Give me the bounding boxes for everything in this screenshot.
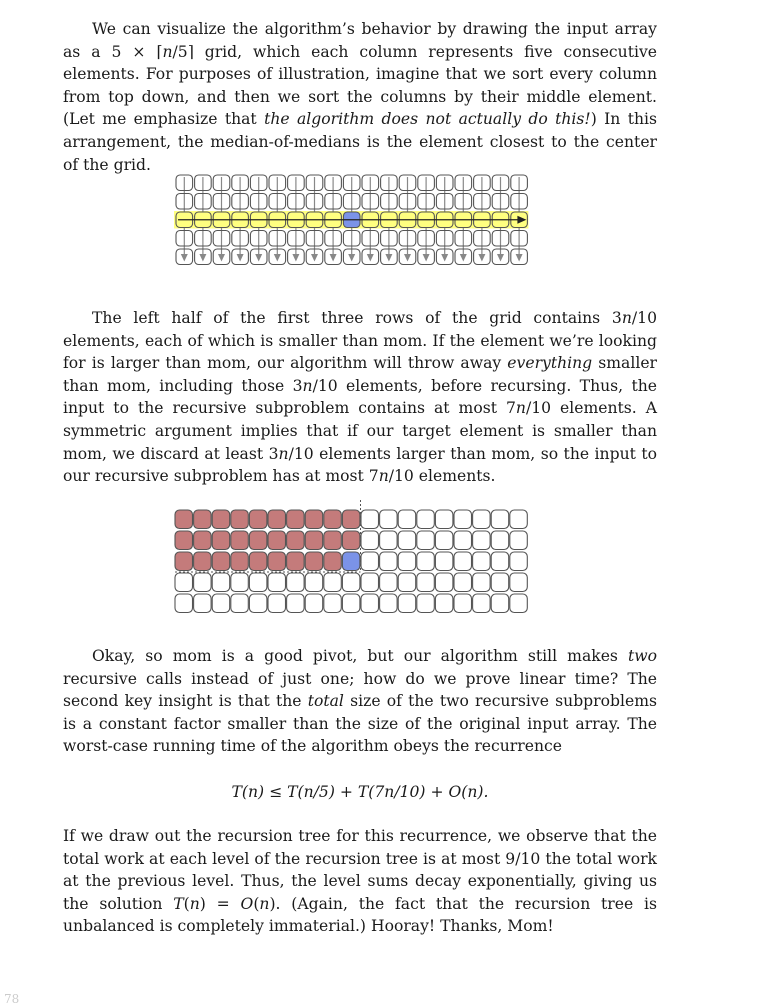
grid-cell [342,594,360,613]
discarded-cell [231,510,249,529]
grid-cell [491,531,509,550]
grid-cell [380,594,398,613]
grid-cell [268,594,286,613]
grid-cell [342,573,360,592]
grid-cell [194,573,212,592]
grid-cell [417,573,435,592]
grid-cell [510,531,528,550]
grid-cell [324,594,342,613]
grid-cell [231,573,249,592]
grid-cell [249,573,267,592]
grid-cell [249,594,267,613]
column-arrow-head [385,254,392,262]
grid-cell [454,573,472,592]
discarded-cell [249,510,267,529]
grid-cell [287,594,305,613]
discarded-cell [324,552,342,571]
discarded-cell [287,510,305,529]
discarded-cell [212,531,230,550]
discarded-cell [231,531,249,550]
grid-cell [435,531,453,550]
grid-cell [473,573,491,592]
discarded-cell [268,531,286,550]
column-arrow-head [460,254,467,262]
grid-cell [212,573,230,592]
column-arrow-head [478,254,485,262]
discarded-cell [342,510,360,529]
grid-cell [491,594,509,613]
grid-cell [398,510,416,529]
column-arrow-head [237,254,244,262]
paragraph-1: We can visualize the algorithm’s behavior by drawing the input array as a 5 × ⌈n/5⌉ grid, which each column represents five consecutive elements. For purposes of illustration, imagine that we sort every column from top down, and then we sort the columns by their middle element. (Let me emphasize that the algorithm does not actually do this!) In this arrangement, the median-of-medians is the element closest to the center of the grid. [63,20,658,174]
column-arrow-head [367,254,374,262]
grid-cell [510,510,528,529]
grid-cell [212,594,230,613]
median-cell [342,552,360,571]
column-arrow-head [497,254,504,262]
grid-cell [175,594,193,613]
grid-cell [454,531,472,550]
grid-cell [380,573,398,592]
discarded-cell [342,531,360,550]
grid-cell [473,552,491,571]
grid-cell [417,594,435,613]
discarded-cell [231,552,249,571]
discarded-cell [194,552,212,571]
column-arrow-head [199,254,206,262]
grid-cell [361,594,379,613]
paragraph-2: The left half of the first three rows of the grid contains 3n/10 elements, each of which is smaller than mom. If the element we’re looking for is larger than mom, our algorithm will throw away everything smaller than mom, including those 3n/10 elements, before recursing. Thus, the input to the recursive subproblem contains at most 7n/10 elements. A symmetric argument implies that if our target element is smaller than mom, we discard at least 3n/10 elements larger than mom, so the input to our recursive subproblem has at most 7n/10 elements. [63,309,658,486]
grid-cell [454,510,472,529]
discarded-cell [324,531,342,550]
discarded-cell [305,510,323,529]
grid-cell [361,531,379,550]
column-arrow-head [255,254,262,262]
discarded-cell [268,552,286,571]
discarded-cell [287,552,305,571]
page-number: 78 [4,992,20,1006]
discarded-cell [305,531,323,550]
grid-cell [231,594,249,613]
discarded-cell [175,531,193,550]
figure-sorted-grid [173,172,551,284]
grid-cell [398,573,416,592]
discarded-cell [194,531,212,550]
grid-cell [175,573,193,592]
discarded-cell [305,552,323,571]
grid-cell [491,573,509,592]
grid-cell [361,552,379,571]
grid-cell [435,510,453,529]
grid-cell [287,573,305,592]
grid-cell [473,531,491,550]
column-arrow-head [181,254,188,262]
column-arrow-head [516,254,523,262]
recurrence-equation: T(n) ≤ T(n/5) + T(7n/10) + O(n). [231,783,489,801]
grid-cell [454,552,472,571]
grid-cell [417,552,435,571]
grid-cell [268,573,286,592]
grid-cell [473,594,491,613]
column-arrow-head [423,254,430,262]
grid-cell [417,510,435,529]
discarded-cell [287,531,305,550]
grid-cell [305,573,323,592]
grid-cell [435,594,453,613]
grid-cell [194,594,212,613]
grid-cell [361,510,379,529]
grid-cell [491,552,509,571]
discarded-cell [268,510,286,529]
discarded-cell [194,510,212,529]
discarded-cell [175,510,193,529]
column-arrow-head [311,254,318,262]
grid-cell [380,510,398,529]
column-arrow-head [218,254,225,262]
discarded-cell [249,531,267,550]
grid-cell [510,552,528,571]
grid-cell [324,573,342,592]
column-arrow-head [274,254,281,262]
grid-cell [491,510,509,529]
grid-cell [380,552,398,571]
grid-cell [398,552,416,571]
grid-cell [435,573,453,592]
discarded-cell [175,552,193,571]
column-arrow-head [348,254,355,262]
grid-cell [473,510,491,529]
column-arrow-head [441,254,448,262]
column-arrow-head [330,254,337,262]
discarded-cell [212,552,230,571]
grid-cell [417,531,435,550]
paragraph-3: Okay, so mom is a good pivot, but our algorithm still makes two recursive calls instead of just one; how do we prove linear time? The second key insight is that the total size of the two recursive subproblems is a constant factor smaller than the size of the original input array. The worst-case running time of the algorithm obeys the recurrence [63,647,657,756]
grid-cell [510,573,528,592]
grid-cell [361,573,379,592]
column-arrow-head [404,254,411,262]
grid-cell [435,552,453,571]
discarded-cell [212,510,230,529]
discarded-cell [324,510,342,529]
figure-discarded-elements [173,500,551,622]
paragraph-4: If we draw out the recursion tree for this recurrence, we observe that the total work at each level of the recursion tree is at most 9/10 the total work at the previous level. Thus, the level sums decay exponentially, giving us the solution T(n) = O(n). (Again, the fact that the recursion tree is unbalanced is completely immaterial.) Hooray! Thanks, Mom! [63,827,657,936]
grid-cell [380,531,398,550]
grid-cell [510,594,528,613]
grid-cell [398,531,416,550]
grid-cell [454,594,472,613]
column-arrow-head [292,254,299,262]
grid-cell [398,594,416,613]
grid-cell [305,594,323,613]
discarded-cell [249,552,267,571]
